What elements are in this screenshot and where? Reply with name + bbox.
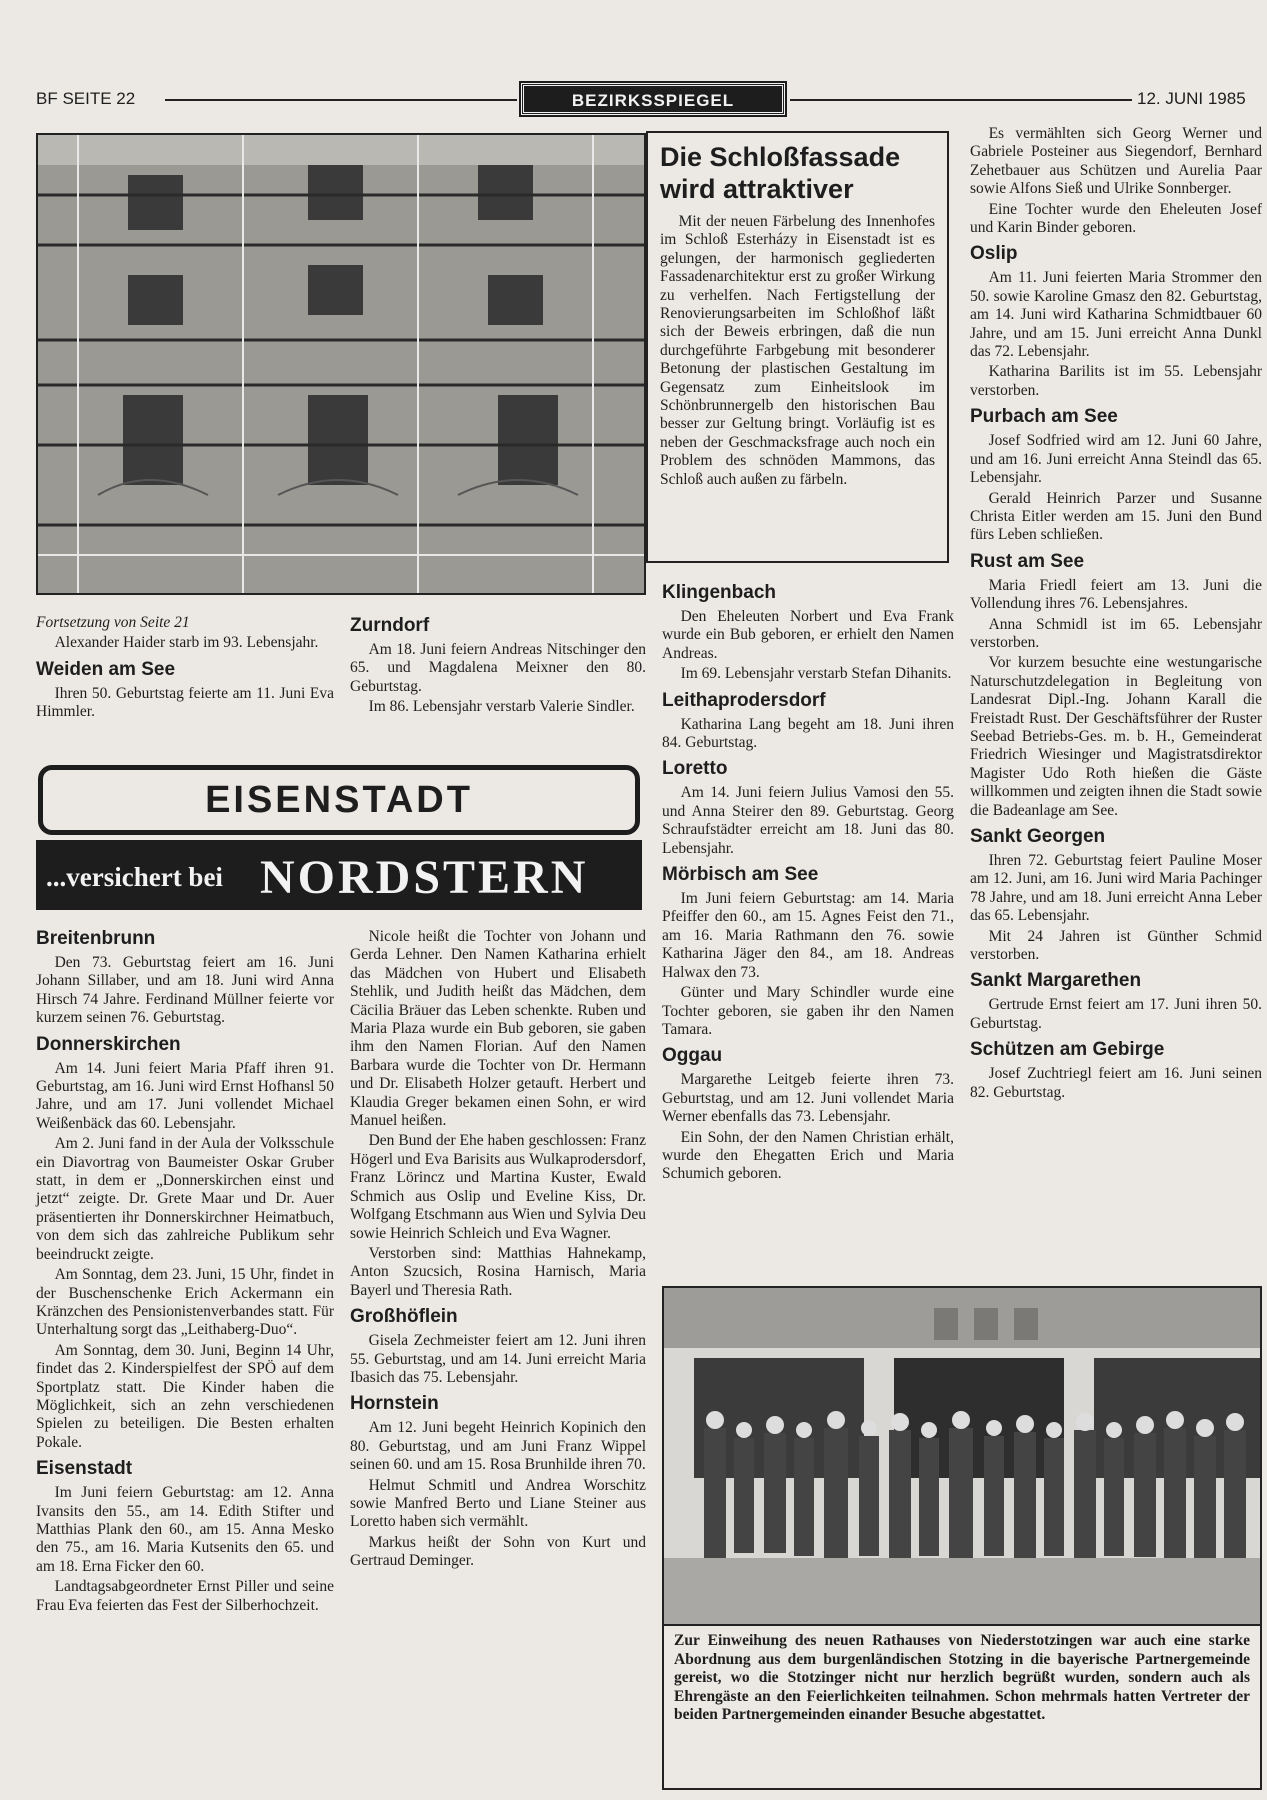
article-text: Ihren 72. Geburtstag feiert Pauline Moser am 12. Juni, am 16. Juni wird Maria Pachinger 78 Jahre, und am 18. Juni erreicht Anna Leber das 65. Lebensjahr. xyxy=(970,852,1262,925)
article-text: Markus heißt der Sohn von Kurt und Gertraud Deminger. xyxy=(350,1533,646,1570)
article-text: Maria Friedl feiert am 13. Juni die Vollendung ihres 76. Lebensjahres. xyxy=(970,576,1262,613)
section-heading: Leithaprodersdorf xyxy=(662,689,826,711)
group-photo-graphic xyxy=(664,1288,1260,1624)
article-text: Josef Zuchtriegl feiert am 16. Juni seinen 82. Geburtstag. xyxy=(970,1065,1262,1101)
section-heading: Oslip xyxy=(970,243,1018,265)
section-heading: Purbach am See xyxy=(970,406,1118,428)
article-text: Landtagsabgeordneter Ernst Piller und seine Frau Eva feierten das Fest der Silberhochzeit. xyxy=(36,1578,334,1614)
article-text: Ein Sohn, der den Namen Christian erhält, wurde den Ehegatten Erich und Maria Schumich geboren. xyxy=(662,1128,954,1183)
group-photo xyxy=(662,1286,1262,1626)
page-label: BF SEITE 22 xyxy=(36,89,136,108)
section-heading: Sankt Margarethen xyxy=(970,970,1142,992)
section-heading: Weiden am See xyxy=(36,658,176,680)
article-text: Gisela Zechmeister feiert am 12. Juni ihren 55. Geburtstag, und am 14. Juni erreicht Maria Ibasich das 75. Lebensjahr. xyxy=(350,1332,646,1386)
section-heading: Loretto xyxy=(662,758,728,780)
column-d xyxy=(970,125,1262,1104)
article-text: Am 2. Juni fand in der Aula der Volksschule ein Diavortrag von Baumeister Oskar Gruber statt, in dem er „Donnerskirchen einst und jetzt“ zeigte. Dr. Grete Maar und Dr. Auer präsentierten ihr Donnerskirchner Heimatbuch, von dem sich das zahlreiche Publikum sehr beeindruckt zeigte. xyxy=(36,1135,334,1263)
article-text: Verstorben sind: Matthias Hahnekamp, Anton Szucsich, Rosina Harnisch, Maria Bayerl und Theresia Rath. xyxy=(350,1244,646,1299)
article-text: Helmut Schmitl und Andrea Worschitz sowie Manfred Berto und Liane Steiner aus Loretto haben sich vermählt. xyxy=(350,1476,646,1531)
column-a xyxy=(36,928,334,1617)
article-text: Gerald Heinrich Parzer und Susanne Christa Eitler werden am 15. Juni den Bund fürs Leben schließen. xyxy=(970,489,1262,544)
article-text: Alexander Haider starb im 93. Lebensjahr. xyxy=(54,634,319,652)
article-text: Am 14. Juni feiert Maria Pfaff ihren 91. Geburtstag, am 16. Juni wird Ernst Hofhansl 50 Jahre, und am 17. Juni vollendet Michael Weißenbäck das 60. Lebensjahr. xyxy=(36,1059,334,1132)
section-heading: Zurndorf xyxy=(350,615,430,636)
facade-photo-graphic xyxy=(38,135,644,593)
feature-body: Mit der neuen Färbelung des Innenhofes im Schloß Esterházy in Eisenstadt ist es gelungen, der harmonisch gegliederten Fassadenarchitektur erst zu großer Wirkung zu verhelfen. Nach Fertigstellung der Renovierungsarbeiten im Schloßhof läßt sich der Beweis erbringen, daß die nun durchgeführte Farbgebung mit besonderer Betonung der plastischen Gestaltung im Gegensatz zum Einheitslook im Schönbrunnergelb den historischen Bau besser zur Geltung bringt. Vorläufig ist es neben der Geschmacksfrage auch noch ein Problem des schnöden Mammons, das Schloß auch außen zu färbeln. xyxy=(660,213,935,488)
section-masthead: BEZIRKSSPIEGEL xyxy=(521,83,785,115)
section-heading: Hornstein xyxy=(350,1393,439,1415)
article-text: Am 11. Juni feierten Maria Strommer den 50. sowie Karoline Gmasz den 82. Geburtstag, am 14. Juni wird Katharina Schmidtbauer 60 Jahre, und am 15. Juni erreicht Anna Dunkl das 72. Lebensjahr. xyxy=(970,269,1262,361)
article-text: Josef Sodfried wird am 12. Juni 60 Jahre, und am 16. Juni erreicht Anna Steindl das 65. Lebensjahr. xyxy=(970,432,1262,487)
nordstern-banner xyxy=(36,840,642,910)
article-text: Am 14. Juni feiern Julius Vamosi den 55. und Anna Steirer den 89. Geburtstag. Georg Schraufstädter erreicht am 18. Juni das 80. Lebensjahr. xyxy=(662,784,954,857)
article-text: Vor kurzem besuchte eine westungarische Naturschutzdelegation in Begleitung von Landesrat Dipl.-Ing. Johann Karall die Freistadt Rust. Der Geschäftsführer der Ruster Seebad Betriebs-Ges. m. b. H., Gemeinderat Friedrich Wiesinger und Magistratsdirektor Magister Udo Roth hießen die Gäste willkommen und zeigten ihnen die Stadt sowie die Badeanlage am See. xyxy=(970,654,1262,819)
col1-upper xyxy=(36,614,334,724)
continued-note: Fortsetzung von Seite 21 xyxy=(36,614,190,631)
article-text: Am 18. Juni feiern Andreas Nitschinger den 65. und Magdalena Meixner den 80. Geburtstag. xyxy=(350,641,646,695)
feature-article-box xyxy=(646,131,949,563)
article-text: Im 69. Lebensjahr verstarb Stefan Dihanits. xyxy=(680,665,952,683)
article-text: Den 73. Geburtstag feiert am 16. Juni Johann Sillaber, und am 18. Juni wird Anna Hirsch 74 Jahre. Ferdinand Müllner feierte vor kurzem seinen 76. Geburtstag. xyxy=(36,954,334,1027)
article-text: Günter und Mary Schindler wurde eine Tochter geboren, sie gaben ihr den Namen Tamara. xyxy=(662,984,954,1038)
article-text: Eine Tochter wurde den Eheleuten Josef und Karin Binder geboren. xyxy=(970,200,1262,237)
facade-photo xyxy=(36,133,646,595)
article-text: Katharina Barilits ist im 55. Lebensjahr verstorben. xyxy=(970,363,1262,399)
article-text: Im Juni feiern Geburtstag: am 14. Maria Pfeiffer den 60., am 15. Agnes Feist den 71., am 16. Maria Rathmann den 76. sowie Katharina Jäger den 84., am 18. Andreas Halwax den 73. xyxy=(662,890,954,981)
feature-headline: Die Schloßfassade wird attraktiver xyxy=(660,142,901,204)
section-heading: Großhöflein xyxy=(350,1306,458,1328)
column-c xyxy=(662,582,954,1186)
article-text: Katharina Lang begeht am 18. Juni ihren 84. Geburtstag. xyxy=(662,715,954,752)
section-heading: Oggau xyxy=(662,1045,723,1067)
section-heading: Sankt Georgen xyxy=(970,826,1106,847)
section-heading: Rust am See xyxy=(970,550,1085,572)
article-text: Gertrude Ernst feiert am 17. Juni ihren 50. Geburtstag. xyxy=(970,996,1262,1032)
article-text: Anna Schmidl ist im 65. Lebensjahr verstorben. xyxy=(970,615,1262,651)
header-rule-left xyxy=(165,99,517,101)
article-text: Den Eheleuten Norbert und Eva Frank wurde ein Bub geboren, er erhielt den Namen Andreas. xyxy=(662,608,954,662)
section-heading: Breitenbrunn xyxy=(36,928,156,949)
article-text: Am Sonntag, dem 23. Juni, 15 Uhr, findet in der Buschenschenke Erich Ackermann ein Kränzchen des Pensionistenverbandes statt. Für Unterhaltung sorgt das „Leithaberg-Duo“. xyxy=(36,1266,334,1339)
nordstern-sub-big: NORDSTERN xyxy=(260,851,589,904)
article-text: Es vermählten sich Georg Werner und Gabriele Posteiner aus Siegendorf, Bernhard Zehetbauer aus Schützen und Aurelia Paar sowie Alfons Sieß und Ulrike Sonnberger. xyxy=(970,125,1262,198)
group-photo-caption: Zur Einweihung des neuen Rathauses von Niederstotzingen war auch eine starke Abordnung aus dem burgenländischen Stotzing in die bayerische Partnergemeinde gereist, wo die Stotzinger nicht nur herzlich begrüßt wurden, sondern auch als Ehrengäste an den Feierlichkeiten teilnahmen. Schon mehrmals hatten Vertreter der beiden Partnergemeinden einander Besuche abgestattet. xyxy=(662,1624,1262,1790)
article-text: Margarethe Leitgeb feierte ihren 73. Geburtstag, und am 12. Juni vollendet Maria Werner ebenfalls das 73. Lebensjahr. xyxy=(662,1071,954,1126)
column-b xyxy=(350,928,646,1573)
section-heading: Eisenstadt xyxy=(36,1458,133,1480)
section-heading: Schützen am Gebirge xyxy=(970,1039,1165,1061)
article-text: Mit 24 Jahren ist Günther Schmid verstorben. xyxy=(970,927,1262,964)
nordstern-sub-small: ...versichert bei xyxy=(46,862,223,892)
article-text: Ihren 50. Geburtstag feierte am 11. Juni Eva Himmler. xyxy=(36,684,334,721)
article-text: Den Bund der Ehe haben geschlossen: Franz Högerl und Eva Barisits aus Wulkaprodersdorf, Franz Lörincz und Martina Kuster, Ewald Schmich aus Oslip und Eveline Kiss, Dr. Wolfgang Etschmann aus Wien und Sylvia Deu sowie Heinrich Schleich und Eva Wagner. xyxy=(350,1132,646,1242)
article-text: Nicole heißt die Tochter von Johann und Gerda Lehner. Den Namen Katharina erhielt das Mädchen von Hubert und Elisabeth Stehlik, und Judith heißt das Mädchen, dem Cäcilia Bräuer das Leben schenkte. Ruben und Maria Plaza wurde ein Bub geboren, sie gaben ihm den Namen Florian. Auf den Namen Barbara wurde die Tochter von Dr. Hermann und Dr. Elisabeth Holzer getauft. Herbert und Klaudia Greger bekamen einen Sohn, er wird Manuel heißen. xyxy=(350,928,646,1130)
article-text: Im 86. Lebensjahr verstarb Valerie Sindler. xyxy=(368,698,635,716)
col2-upper xyxy=(350,613,646,719)
section-heading: Donnerskirchen xyxy=(36,1033,181,1055)
article-text: Im Juni feiern Geburtstag: am 12. Anna Ivansits den 55., am 14. Edith Stifter und Matthias Plank den 60., am 15. Anna Mesko den 75., am 16. Maria Kutsenits den 65. und am 18. Erna Ficker den 60. xyxy=(36,1484,334,1575)
section-heading: Mörbisch am See xyxy=(662,864,819,886)
article-text: Am 12. Juni begeht Heinrich Kopinich den 80. Geburtstag, und am Juni Franz Wippel seinen 60. und am 15. Rosa Brunhilde ihren 70. xyxy=(350,1419,646,1474)
issue-date: 12. JUNI 1985 xyxy=(1137,89,1246,108)
header-rule-right xyxy=(790,99,1132,101)
eisenstadt-banner: EISENSTADT xyxy=(38,765,640,835)
section-heading: Klingenbach xyxy=(662,582,777,603)
article-text: Am Sonntag, dem 30. Juni, Beginn 14 Uhr, findet das 2. Kinderspielfest der SPÖ auf dem Sportplatz statt. Die Kinder haben die Möglichkeit, sich an zehn verschiedenen Spielen zu beteiligen. Die Besten erhalten Pokale. xyxy=(36,1341,334,1451)
